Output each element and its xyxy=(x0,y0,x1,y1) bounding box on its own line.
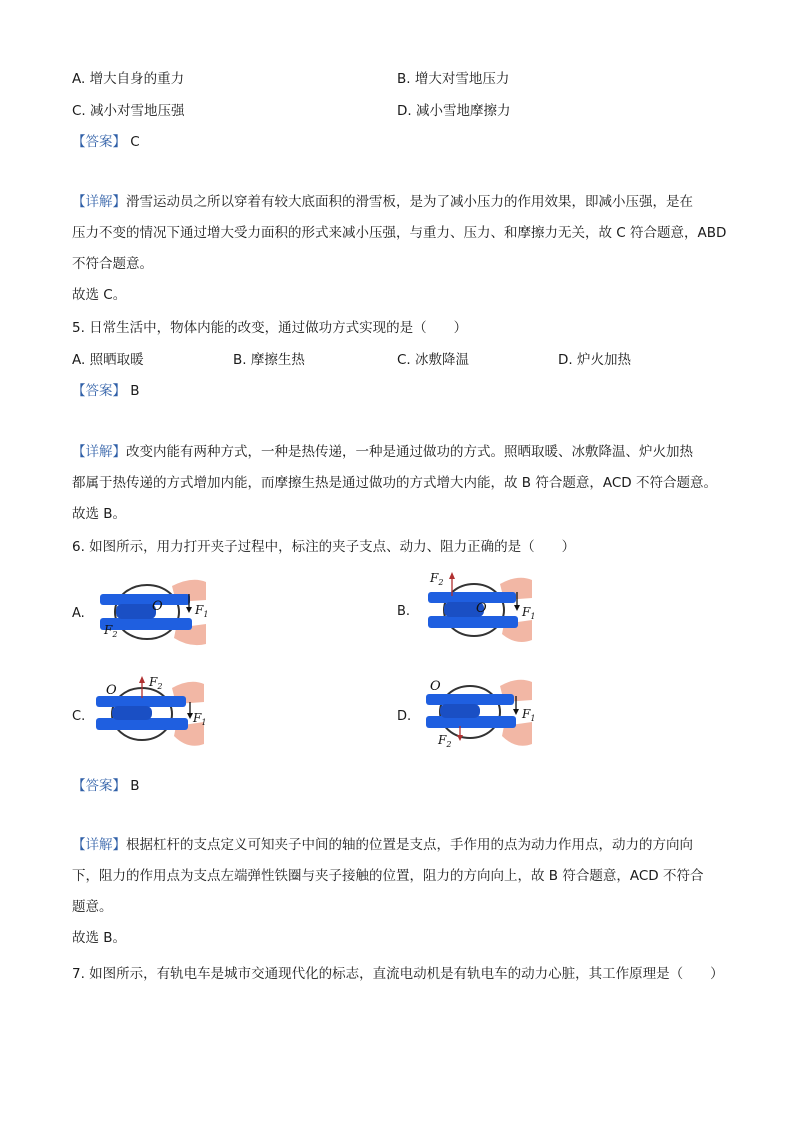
explain-line: 题意。 xyxy=(72,899,113,915)
q6-explanation xyxy=(72,830,724,954)
q5-option-c: C. 冰敷降温 xyxy=(397,352,470,368)
q6-label-c: C. xyxy=(72,709,86,724)
q7-stem: 7. 如图所示，有轨电车是城市交通现代化的标志，直流电动机是有轨电车的动力心脏，其工作原理是（ ） xyxy=(72,966,724,982)
explain-line: 根据杠杆的支点定义可知夹子中间的轴的位置是支点，手作用的点为动力作用点，动力的方向向 xyxy=(126,837,693,853)
answer-value: B xyxy=(130,778,140,794)
q6-figure-b xyxy=(424,568,536,654)
q4-option-c: C. 减小对雪地压强 xyxy=(72,103,185,119)
q6-label-b: B. xyxy=(397,604,411,619)
q4-answer xyxy=(72,130,140,150)
force-f2-label: $F_2$ xyxy=(149,675,163,691)
fulcrum-label: O xyxy=(476,601,487,616)
answer-tag: 【答案】 xyxy=(72,778,126,794)
force-f1-label: $F_1$ xyxy=(522,605,536,621)
q6-figure-a xyxy=(92,572,210,652)
force-f1-label: $F_1$ xyxy=(193,711,206,727)
fulcrum-label: O xyxy=(152,599,163,614)
q6-stem: 6. 如图所示，用力打开夹子过程中，标注的夹子支点、动力、阻力正确的是（ ） xyxy=(72,539,576,555)
q6-figure-c xyxy=(94,672,206,754)
explain-line: 滑雪运动员之所以穿着有较大底面积的滑雪板，是为了减小压力的作用效果，即减小压强，是在 xyxy=(126,194,693,210)
explain-line: 不符合题意。 xyxy=(72,256,153,272)
explain-tag: 【详解】 xyxy=(72,444,126,460)
answer-tag: 【答案】 xyxy=(72,383,126,399)
q6-answer xyxy=(72,774,140,794)
answer-value: C xyxy=(130,134,140,150)
force-f2-label: $F_2$ xyxy=(104,623,118,639)
q6-label-d: D. xyxy=(397,709,412,724)
explain-line: 改变内能有两种方式，一种是热传递，一种是通过做功的方式。照晒取暖、冰敷降温、炉火加热 xyxy=(126,444,693,460)
q5-stem: 5. 日常生活中，物体内能的改变，通过做功方式实现的是（ ） xyxy=(72,320,468,336)
q4-explanation xyxy=(72,187,727,311)
answer-value: B xyxy=(130,383,140,399)
q4-option-d: D. 减小雪地摩擦力 xyxy=(397,103,511,119)
clip-jaw-bottom xyxy=(428,616,518,628)
force-f1-label: $F_1$ xyxy=(195,603,209,619)
q5-answer xyxy=(72,379,140,399)
q4-option-b: B. 增大对雪地压力 xyxy=(397,71,510,87)
force-f1-arrowhead xyxy=(513,709,519,715)
force-f1-arrowhead xyxy=(186,607,192,613)
explain-line: 下，阻力的作用点为支点左端弹性铁圈与夹子接触的位置，阻力的方向向上，故 B 符合题意，ACD 不符合 xyxy=(72,868,704,884)
conclusion: 故选 B。 xyxy=(72,506,127,522)
q5-option-b: B. 摩擦生热 xyxy=(233,352,305,368)
force-f2-arrowhead xyxy=(449,572,455,579)
clip-jaw-top xyxy=(100,594,190,605)
clip-jaw-top xyxy=(426,694,514,705)
fulcrum-label: O xyxy=(106,683,117,698)
clip-jaw-bottom xyxy=(100,618,192,630)
force-f1-label: $F_1$ xyxy=(522,707,536,723)
fulcrum-label: O xyxy=(430,679,441,694)
force-f2-label: $F_2$ xyxy=(430,571,444,587)
force-f2-label: $F_2$ xyxy=(438,733,452,749)
answer-tag: 【答案】 xyxy=(72,134,126,150)
q6-figure-d xyxy=(424,672,544,754)
force-f2-arrowhead xyxy=(139,676,145,683)
clip-hinge xyxy=(112,706,152,720)
q6-label-a: A. xyxy=(72,606,85,621)
explain-line: 压力不变的情况下通过增大受力面积的形式来减小压强，与重力、压力、和摩擦力无关，故 C 符合题意，ABD xyxy=(72,225,727,241)
clip-jaw-top xyxy=(428,592,516,603)
conclusion: 故选 B。 xyxy=(72,930,127,946)
explain-tag: 【详解】 xyxy=(72,194,126,210)
q4-option-a: A. 增大自身的重力 xyxy=(72,71,185,87)
conclusion: 故选 C。 xyxy=(72,287,127,303)
q5-option-d: D. 炉火加热 xyxy=(558,352,631,368)
explain-tag: 【详解】 xyxy=(72,837,126,853)
q5-option-a: A. 照晒取暖 xyxy=(72,352,144,368)
q5-explanation xyxy=(72,437,724,530)
clip-hinge xyxy=(440,704,480,718)
clip-hinge xyxy=(116,604,156,619)
force-f1-arrowhead xyxy=(514,605,520,611)
explain-line: 都属于热传递的方式增加内能，而摩擦生热是通过做功的方式增大内能，故 B 符合题意，ACD 不符合题意。 xyxy=(72,475,717,491)
